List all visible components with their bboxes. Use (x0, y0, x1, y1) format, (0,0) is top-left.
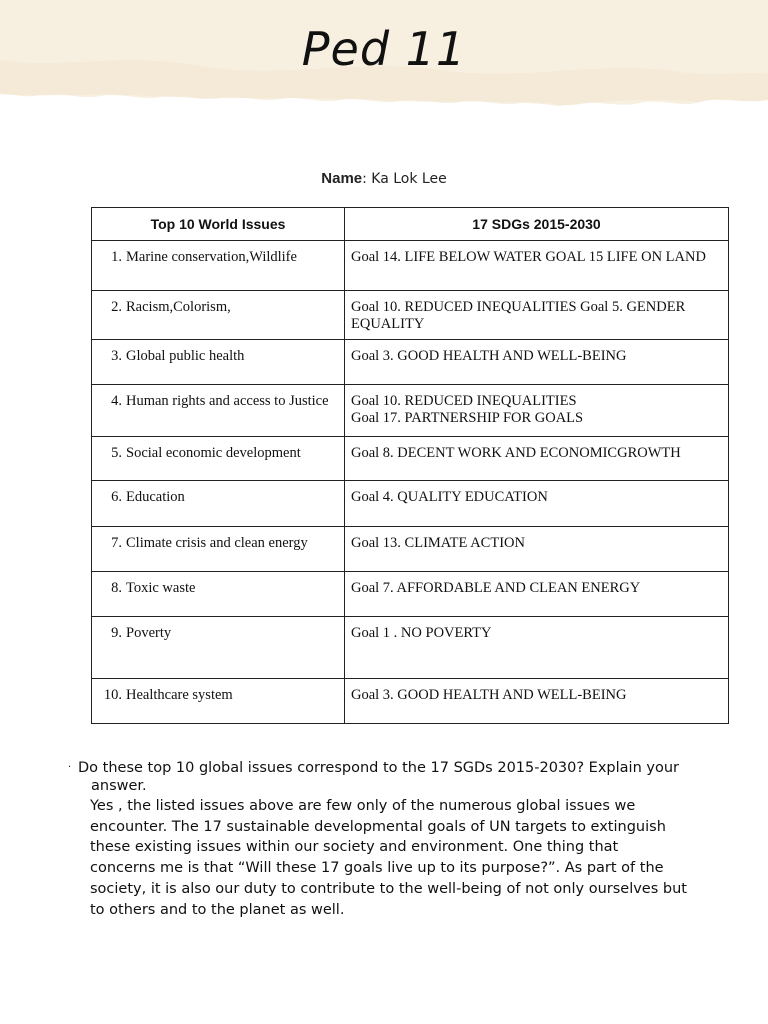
goal-text: Goal 3. GOOD HEALTH AND WELL-BEING (351, 687, 627, 703)
issues-table (91, 207, 729, 724)
table-header-row (92, 208, 729, 241)
answer-line: concerns me is that “Will these 17 goals live up to its purpose?”. As part of the (90, 860, 664, 877)
table-row (92, 241, 729, 291)
row-number: 10. (103, 687, 122, 703)
issue-text: Climate crisis and clean energy (126, 535, 308, 551)
answer-line: to others and to the planet as well. (90, 901, 345, 918)
goal-cell (345, 527, 729, 572)
issue-text: Toxic waste (126, 580, 196, 596)
row-number: 9. (111, 625, 122, 641)
issue-cell (92, 241, 345, 291)
row-number: 5. (111, 445, 122, 461)
issue-text: Social economic development (126, 445, 301, 461)
row-number: 3. (111, 348, 122, 364)
issue-text: Racism,Colorism, (126, 299, 231, 315)
table-row (92, 481, 729, 527)
goal-cell (345, 481, 729, 527)
student-name (0, 170, 768, 187)
question-text: Do these top 10 global issues correspond to the 17 SGDs 2015-2030? Explain your (78, 760, 679, 776)
issue-cell (92, 617, 345, 679)
row-number: 8. (111, 580, 122, 596)
goal-text: Goal 10. REDUCED INEQUALITIES (351, 393, 577, 409)
table-row (92, 437, 729, 481)
goal-text: Goal 17. PARTNERSHIP FOR GOALS (351, 410, 584, 426)
issue-text: Education (126, 489, 185, 505)
row-number: 2. (111, 299, 122, 315)
goal-text: Goal 1 . NO POVERTY (351, 625, 492, 641)
answer-line: encounter. The 17 sustainable developmental goals of UN targets to extinguish (90, 818, 666, 835)
answer-line: society, it is also our duty to contribute to the well-being of not only ourselves but (90, 880, 687, 897)
bullet-dot: · (68, 762, 72, 773)
question-block (68, 759, 708, 795)
goal-text: Goal 3. GOOD HEALTH AND WELL-BEING (351, 348, 627, 364)
goal-text: Goal 7. AFFORDABLE AND CLEAN ENERGY (351, 580, 641, 596)
goal-text: Goal 4. QUALITY EDUCATION (351, 489, 548, 505)
goal-text: Goal 14. LIFE BELOW WATER GOAL 15 LIFE ON LAND (351, 249, 706, 265)
issue-cell (92, 340, 345, 385)
table-row (92, 527, 729, 572)
issue-cell (92, 679, 345, 724)
issue-text: Healthcare system (126, 687, 233, 703)
answer-paragraph (90, 796, 690, 920)
row-number: 4. (111, 393, 122, 409)
goal-cell (345, 291, 729, 340)
table-row (92, 340, 729, 385)
answer-line: these existing issues within our society and environment. One thing that (90, 839, 619, 856)
header-sdgs: 17 SDGs 2015-2030 (345, 208, 729, 241)
row-number: 7. (111, 535, 122, 551)
table-row (92, 572, 729, 617)
issue-text: Poverty (126, 625, 172, 641)
issue-cell (92, 437, 345, 481)
issue-cell (92, 572, 345, 617)
name-value: : Ka Lok Lee (362, 171, 447, 187)
goal-text: Goal 8. DECENT WORK AND ECONOMICGROWTH (351, 445, 681, 461)
row-number: 6. (111, 489, 122, 505)
table-row (92, 679, 729, 724)
issue-cell (92, 527, 345, 572)
issue-text: Human rights and access to Justice (126, 393, 329, 409)
goal-cell (345, 617, 729, 679)
table-row (92, 385, 729, 437)
goal-cell (345, 241, 729, 291)
table-row (92, 291, 729, 340)
issue-text: Global public health (126, 348, 245, 364)
issue-text: Marine conservation,Wildlife (126, 249, 297, 265)
row-number: 1. (111, 249, 122, 265)
name-label: Name (321, 170, 363, 187)
answer-line: Yes , the listed issues above are few only of the numerous global issues we (90, 798, 636, 814)
goal-cell (345, 437, 729, 481)
goal-cell (345, 340, 729, 385)
issue-cell (92, 481, 345, 527)
goal-text: Goal 10. REDUCED INEQUALITIES Goal 5. GENDER EQUALITY (351, 299, 686, 332)
goal-cell (345, 385, 729, 437)
header-world-issues: Top 10 World Issues (92, 208, 345, 241)
goal-cell (345, 679, 729, 724)
table-row (92, 617, 729, 679)
question-text-continued: answer. (91, 778, 147, 794)
goal-cell (345, 572, 729, 617)
goal-text: Goal 13. CLIMATE ACTION (351, 535, 525, 551)
issue-cell (92, 291, 345, 340)
issue-cell (92, 385, 345, 437)
page-title: Ped 11 (301, 22, 467, 76)
